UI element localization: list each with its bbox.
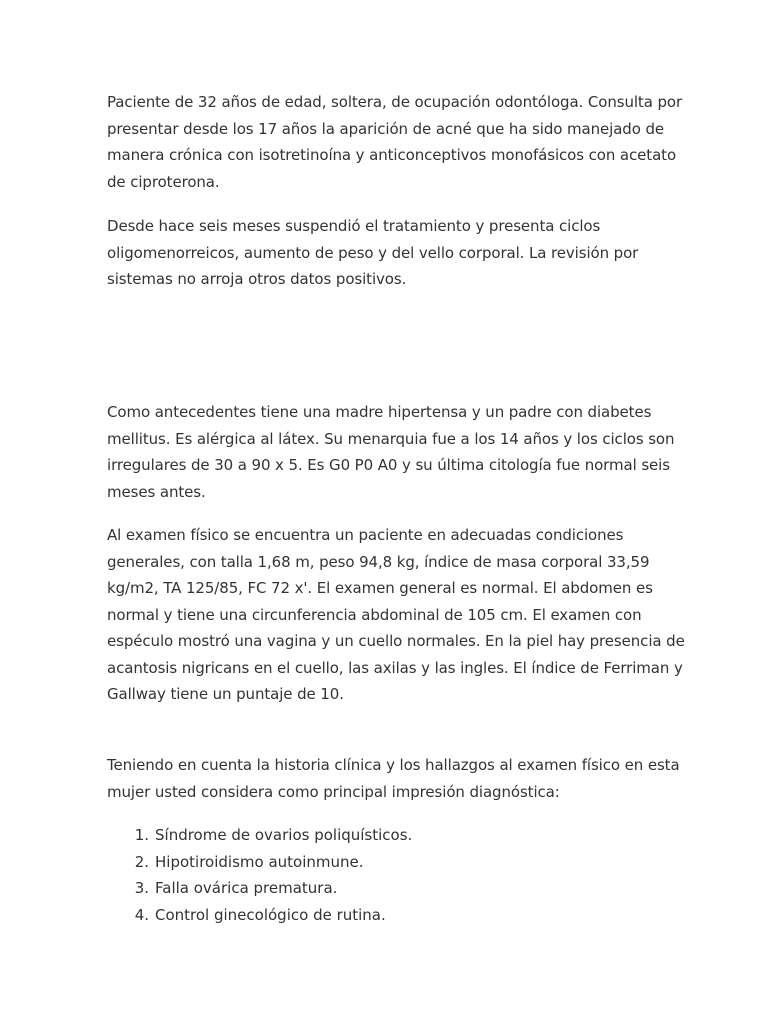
answer-options-list	[107, 822, 667, 928]
answer-option-1	[107, 822, 667, 849]
current-symptoms-paragraph: Desde hace seis meses suspendió el tratamiento y presenta ciclos oligomenorreicos, aumento de peso y del vello corporal. La revisión por sistemas no arroja otros datos positivos.	[107, 217, 639, 288]
option-text: Control ginecológico de rutina.	[155, 905, 386, 924]
option-number: 2.	[134, 852, 149, 871]
answer-option-4	[107, 902, 667, 929]
history-paragraph: Como antecedentes tiene una madre hipertensa y un padre con diabetes mellitus. Es alérgica al látex. Su menarquia fue a los 14 años y los ciclos son irregulares de 30 a 90 x 5. Es G0 P0 A0 y su última citología fue normal seis meses antes.	[107, 403, 675, 501]
option-text: Falla ovárica prematura.	[155, 879, 338, 897]
option-number: 4.	[134, 905, 149, 924]
physical-exam-paragraph: Al examen físico se encuentra un paciente en adecuadas condiciones generales, con talla 1,68 m, peso 94,8 kg, índice de masa corporal 33,59 kg/m2, TA 125/85, FC 72 x'. El examen general es normal. El abdomen es normal y tiene una circunferencia abdominal de 105 cm. El examen con espéculo mostró una vagina y un cuello normales. En la piel hay presencia de acantosis nigricans en el cuello, las axilas y las ingles. El índice de Ferriman y Gallway tiene un puntaje de 10.	[107, 526, 685, 703]
option-text: Síndrome de ovarios poliquísticos.	[155, 826, 413, 844]
answer-option-2	[107, 849, 667, 876]
option-number: 3.	[134, 879, 149, 897]
option-text: Hipotiroidismo autoinmune.	[155, 852, 364, 871]
answer-option-3	[107, 875, 667, 902]
question-paragraph: Teniendo en cuenta la historia clínica y los hallazgos al examen físico en esta mujer usted considera como principal impresión diagnóstica:	[107, 756, 680, 801]
option-number: 1.	[134, 826, 149, 844]
case-intro-paragraph: Paciente de 32 años de edad, soltera, de ocupación odontóloga. Consulta por presentar desde los 17 años la aparición de acné que ha sido manejado de manera crónica con isotretinoína y anticonceptivos monofásicos con acetato de ciproterona.	[107, 93, 683, 191]
